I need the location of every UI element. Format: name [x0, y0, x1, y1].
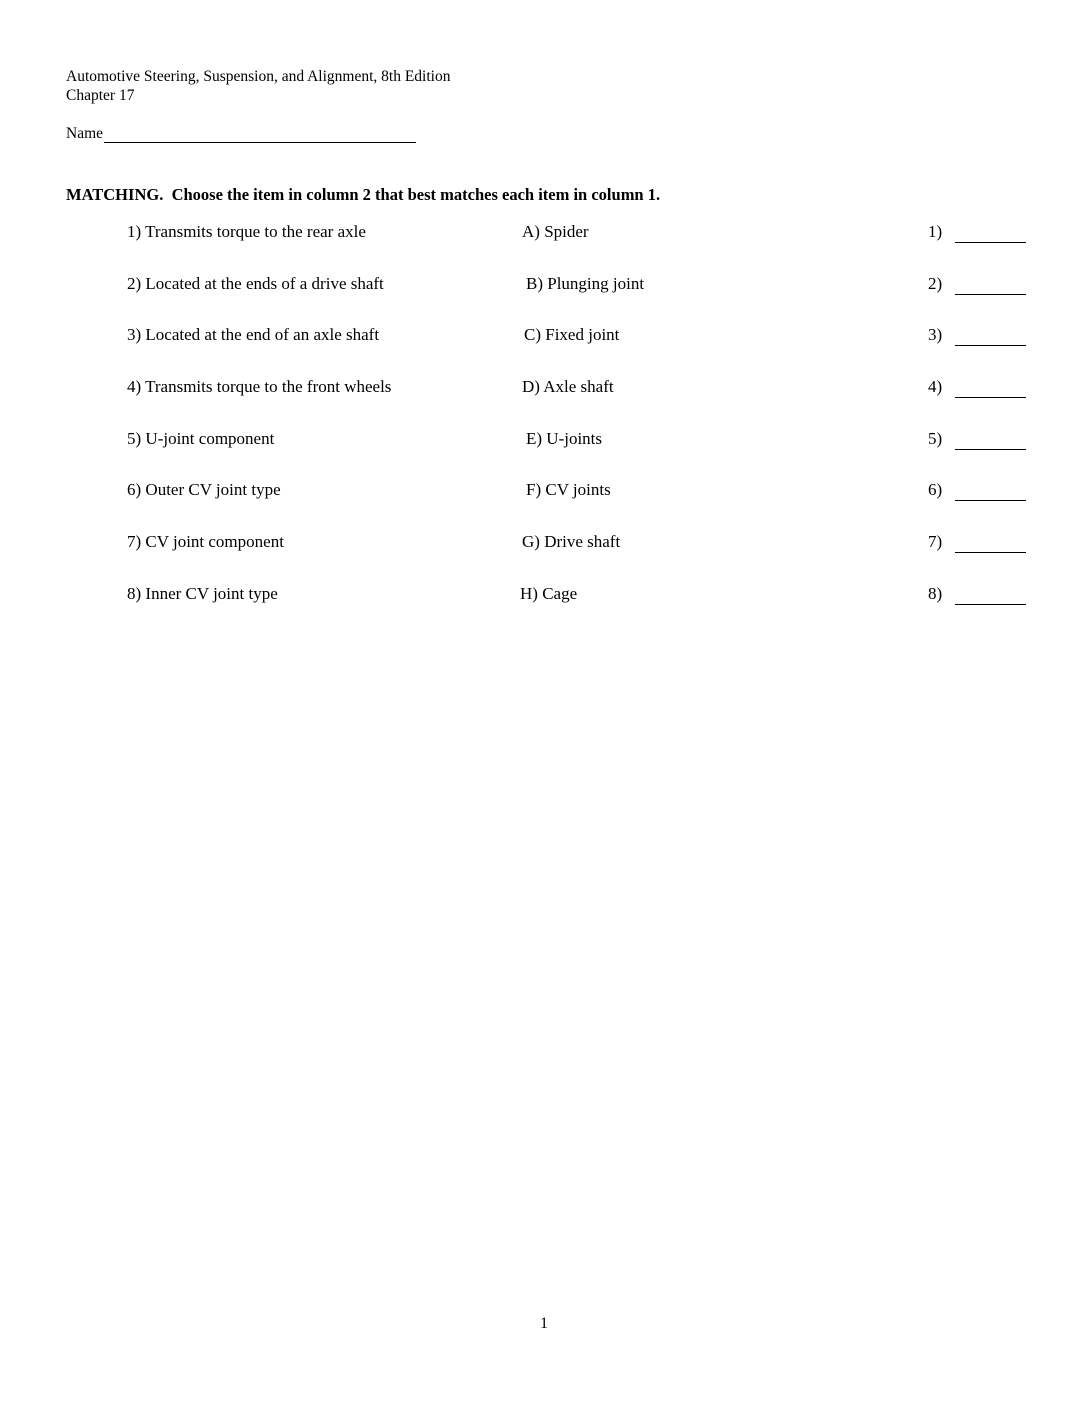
matching-row	[0, 274, 1088, 326]
column2-item: F) CV joints	[526, 480, 611, 500]
page-number: 1	[540, 1315, 548, 1332]
answer-blank[interactable]	[955, 294, 1026, 295]
answer-number: 2)	[928, 273, 943, 293]
matching-row	[0, 480, 1088, 532]
column1-item: 6) Outer CV joint type	[127, 480, 281, 500]
answer-blank[interactable]	[955, 604, 1026, 605]
matching-row	[0, 532, 1088, 584]
answer-blank[interactable]	[955, 500, 1026, 501]
column2-item: D) Axle shaft	[522, 377, 614, 397]
answer-number: 1)	[928, 222, 943, 241]
column2-item: B) Plunging joint	[526, 273, 645, 293]
answer-number: 6)	[928, 480, 943, 500]
answer-number: 4)	[928, 377, 943, 397]
matching-row	[0, 377, 1088, 429]
matching-row	[0, 325, 1088, 377]
column1-item: 4) Transmits torque to the front wheels	[127, 377, 392, 397]
column1-item: 3) Located at the end of an axle shaft	[127, 325, 380, 345]
name-field-row	[66, 125, 416, 143]
matching-row	[0, 584, 1088, 636]
answer-blank[interactable]	[955, 242, 1026, 243]
chapter-label: Chapter 17	[66, 87, 135, 104]
matching-rows	[0, 222, 1088, 636]
answer-blank[interactable]	[955, 345, 1026, 346]
column2-item: G) Drive shaft	[522, 532, 621, 552]
matching-instructions: MATCHING. Choose the item in column 2 that best matches each item in column 1.	[66, 185, 661, 204]
column2-item: C) Fixed joint	[524, 325, 620, 345]
column1-item: 8) Inner CV joint type	[127, 583, 278, 603]
answer-blank[interactable]	[955, 397, 1026, 398]
column1-item: 7) CV joint component	[127, 532, 284, 552]
answer-number: 3)	[928, 325, 943, 345]
answer-number: 5)	[928, 428, 943, 448]
name-blank[interactable]	[104, 126, 416, 143]
book-title: Automotive Steering, Suspension, and Alignment, 8th Edition	[66, 68, 451, 85]
name-label: Name	[66, 125, 104, 142]
answer-number: 8)	[928, 583, 943, 603]
answer-blank[interactable]	[955, 552, 1026, 553]
matching-row	[0, 222, 1088, 274]
column1-item: 1) Transmits torque to the rear axle	[127, 222, 366, 241]
matching-row	[0, 429, 1088, 481]
answer-number: 7)	[928, 532, 943, 552]
answer-blank[interactable]	[955, 449, 1026, 450]
column2-item: E) U-joints	[526, 428, 603, 448]
document-header	[66, 67, 450, 105]
column2-item: A) Spider	[522, 222, 589, 241]
column2-item: H) Cage	[520, 583, 578, 603]
column1-item: 5) U-joint component	[127, 428, 275, 448]
column1-item: 2) Located at the ends of a drive shaft	[127, 273, 384, 293]
